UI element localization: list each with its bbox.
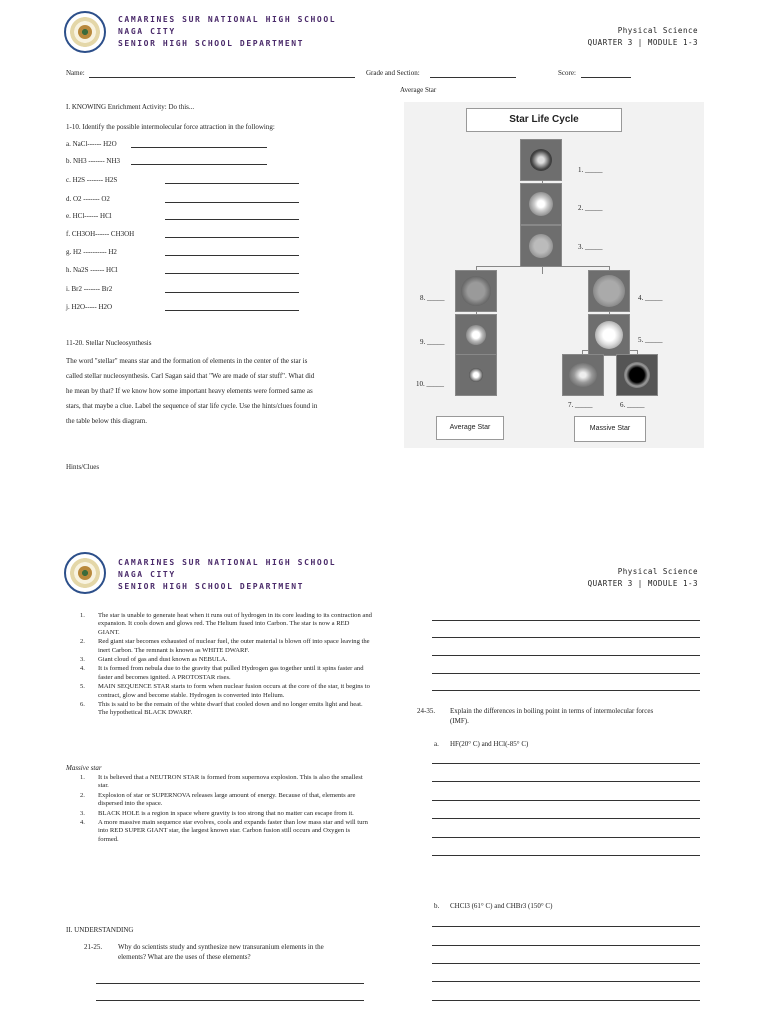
school-city: NAGA CITY xyxy=(118,570,176,579)
clue-text: BLACK HOLE is a region in space where gravity is too strong that no matter can escape from it. xyxy=(98,809,354,817)
imf-item-label: b. NH3 ------- NH3 xyxy=(66,157,121,165)
average-star-clues xyxy=(72,612,372,719)
imf-item-label: c. H2S ------- H2S xyxy=(66,176,118,184)
answer-line[interactable] xyxy=(432,945,700,946)
clue-text: It is formed from nebula due to the gravity that pulled Hydrogen gas together until it spins faster and faster and becomes ignited. A PROTOSTAR rises. xyxy=(98,665,364,681)
clue-item xyxy=(72,819,372,844)
school-name: CAMARINES SUR NATIONAL HIGH SCHOOL xyxy=(118,558,337,567)
score-label: Score: xyxy=(558,69,576,77)
clue-item xyxy=(72,810,372,818)
name-label: Name: xyxy=(66,69,85,77)
clue-number: 1. xyxy=(80,612,85,619)
part1-instruction: 1-10. Identify the possible intermolecular force attraction in the following: xyxy=(66,123,275,131)
qb-letter: b. xyxy=(434,902,440,910)
label-5: 5. _____ xyxy=(638,336,663,344)
quarter: QUARTER 3 | MODULE 1-3 xyxy=(587,579,698,588)
answer-line[interactable] xyxy=(432,690,700,691)
school-dept: SENIOR HIGH SCHOOL DEPARTMENT xyxy=(118,39,305,48)
answer-line[interactable] xyxy=(432,637,700,638)
imf-answer-line[interactable] xyxy=(165,273,299,274)
q24-line: (IMF). xyxy=(450,717,469,725)
q21-line: Why do scientists study and synthesize new transuranium elements in the xyxy=(118,943,324,951)
name-field[interactable] xyxy=(89,77,355,78)
subject: Physical Science xyxy=(617,26,698,35)
hints-label: Hints/Clues xyxy=(66,463,100,471)
clue-item xyxy=(72,638,372,655)
label-2: 2. _____ xyxy=(578,204,603,212)
imf-item-label: d. O2 ------- O2 xyxy=(66,195,110,203)
school-name: CAMARINES SUR NATIONAL HIGH SCHOOL xyxy=(118,15,337,24)
q24-line: Explain the differences in boiling point in terms of intermolecular forces xyxy=(450,707,654,715)
answer-line[interactable] xyxy=(432,1000,700,1001)
stellar-heading: 11-20. Stellar Nucleosynthesis xyxy=(66,339,152,347)
clue-number: 3. xyxy=(80,656,85,664)
diagram-title: Star Life Cycle xyxy=(466,108,622,132)
answer-line[interactable] xyxy=(432,818,700,819)
star-life-cycle-diagram xyxy=(404,102,704,448)
q21-line: elements? What are the uses of these elements? xyxy=(118,953,251,961)
imf-answer-line[interactable] xyxy=(131,147,267,148)
label-10: 10. _____ xyxy=(416,380,444,388)
answer-line[interactable] xyxy=(432,837,700,838)
average-star-box: Average Star xyxy=(436,416,504,440)
protostar-image xyxy=(520,183,562,225)
label-6: 6. _____ xyxy=(620,401,645,409)
answer-line[interactable] xyxy=(432,781,700,782)
q24-number: 24-35. xyxy=(417,707,436,715)
planetary-nebula-image xyxy=(455,314,497,356)
clue-item xyxy=(72,656,372,664)
clue-number: 6. xyxy=(80,701,85,709)
clue-item xyxy=(72,701,372,718)
label-4: 4. _____ xyxy=(638,294,663,302)
school-dept: SENIOR HIGH SCHOOL DEPARTMENT xyxy=(118,582,305,591)
average-star-caption: Average Star xyxy=(400,86,437,94)
answer-line[interactable] xyxy=(432,800,700,801)
stellar-line: The word "stellar" means star and the formation of elements in the center of the star is xyxy=(66,357,308,365)
nebula-image xyxy=(520,139,562,181)
clue-text: It is believed that a NEUTRON STAR is formed from supernova explosion. This is also the smallest star. xyxy=(98,774,363,790)
qa-text: HF(20° C) and HCl(-85° C) xyxy=(450,740,529,748)
clue-number: 4. xyxy=(80,665,85,673)
answer-line[interactable] xyxy=(432,673,700,674)
school-seal xyxy=(64,552,106,594)
school-seal xyxy=(64,11,106,53)
neutron-star-image xyxy=(562,354,604,396)
imf-answer-line[interactable] xyxy=(165,292,299,293)
answer-line[interactable] xyxy=(432,855,700,856)
answer-line[interactable] xyxy=(432,763,700,764)
stellar-paragraph xyxy=(66,354,366,429)
imf-answer-line[interactable] xyxy=(165,219,299,220)
massive-star-clues xyxy=(72,774,372,845)
clue-text: Explosion of star or SUPERNOVA releases large amount of energy. Because of that, elements are dispersed into the space. xyxy=(98,791,356,808)
clue-number: 5. xyxy=(80,683,85,691)
clue-item xyxy=(72,612,372,637)
clue-text: Giant cloud of gas and dust known as NEBULA. xyxy=(98,656,228,664)
stellar-line: stars, that maybe a clue. Label the sequence of star life cycle. Use the hints/clues found in xyxy=(66,402,318,410)
imf-answer-line[interactable] xyxy=(165,255,299,256)
grade-label: Grade and Section: xyxy=(366,69,420,77)
part1-heading: I. KNOWING Enrichment Activity: Do this... xyxy=(66,103,195,111)
supernova-image xyxy=(588,314,630,356)
imf-item-label: a. NaCl------ H2O xyxy=(66,140,117,148)
main-sequence-image xyxy=(520,225,562,267)
q21-number: 21-25. xyxy=(84,943,103,951)
black-hole-image xyxy=(616,354,658,396)
red-supergiant-image xyxy=(588,270,630,312)
q24-text xyxy=(450,706,653,726)
answer-line[interactable] xyxy=(432,963,700,964)
grade-field[interactable] xyxy=(430,77,516,78)
answer-line[interactable] xyxy=(432,981,700,982)
clue-item xyxy=(72,774,372,791)
qa-letter: a. xyxy=(434,740,439,748)
clue-item xyxy=(72,665,372,682)
imf-answer-line[interactable] xyxy=(165,183,299,184)
imf-answer-line[interactable] xyxy=(131,164,267,165)
imf-item-label: i. Br2 ------- Br2 xyxy=(66,285,113,293)
imf-answer-line[interactable] xyxy=(165,202,299,203)
clue-item xyxy=(72,683,372,700)
answer-line[interactable] xyxy=(432,926,700,927)
school-city: NAGA CITY xyxy=(118,27,176,36)
clue-text: MAIN SEQUENCE STAR starts to form when nuclear fusion occurs at the core of the star, it begins to contract, glow and become stable. Hydrogen is converted into Helium. xyxy=(98,683,370,699)
score-field[interactable] xyxy=(581,77,631,78)
q21-text xyxy=(118,942,324,962)
answer-line[interactable] xyxy=(96,1000,364,1001)
stellar-line: the table below this diagram. xyxy=(66,417,148,425)
clue-item xyxy=(72,792,372,809)
label-8: 8. _____ xyxy=(420,294,445,302)
quarter: QUARTER 3 | MODULE 1-3 xyxy=(587,38,698,47)
white-dwarf-image xyxy=(455,354,497,396)
massive-star-box: Massive Star xyxy=(574,416,646,442)
stellar-line: called stellar nucleosynthesis. Carl Sagan said that "We are made of star stuff". What did xyxy=(66,372,315,380)
label-3: 3. _____ xyxy=(578,243,603,251)
clue-number: 4. xyxy=(80,819,85,827)
clue-number: 2. xyxy=(80,638,85,646)
clue-text: This is said to be the remain of the white dwarf that cooled down and no longer emits light and heat. The hypothetical BLACK DWARF. xyxy=(98,701,363,717)
imf-item-label: f. CH3OH------ CH3OH xyxy=(66,230,135,238)
clue-number: 3. xyxy=(80,809,85,817)
clue-text: The star is unable to generate heat when it runs out of hydrogen in its core leading to its contraction and expansion. It cools down and glows red. The Helium fused into Carbon. The star is now a RED GIANT. xyxy=(98,612,372,636)
imf-item-label: e. HCl------ HCl xyxy=(66,212,112,220)
massive-star-heading: Massive star xyxy=(66,764,102,772)
imf-answer-line[interactable] xyxy=(165,310,299,311)
stellar-line: he mean by that? If we know how some important heavy elements were formed same as xyxy=(66,387,313,395)
label-9: 9. _____ xyxy=(420,338,445,346)
answer-line[interactable] xyxy=(96,983,364,984)
clue-text: Red giant star becomes exhausted of nuclear fuel, the outer material is blown off into space leaving the inert Carbon. The remnant is known as WHITE DWARF. xyxy=(98,638,370,654)
label-1: 1. _____ xyxy=(578,166,603,174)
qb-text: CHCl3 (61° C) and CHBr3 (150° C) xyxy=(450,902,553,910)
subject: Physical Science xyxy=(617,567,698,576)
red-giant-image xyxy=(455,270,497,312)
imf-answer-line[interactable] xyxy=(165,237,299,238)
clue-number: 1. xyxy=(80,774,85,781)
answer-line[interactable] xyxy=(432,620,700,621)
imf-item-label: j. H2O----- H2O xyxy=(66,303,113,311)
label-7: 7. _____ xyxy=(568,401,593,409)
answer-line[interactable] xyxy=(432,655,700,656)
clue-text: A more massive main sequence star evolves, cools and expands faster than low mass star and will turn into RED SUPER GIANT star, the largest known star. Carbon fusion still occurs and Oxygen is formed. xyxy=(98,819,368,843)
imf-item-label: g. H2 ---------- H2 xyxy=(66,248,117,256)
imf-item-label: h. Na2S ------ HCl xyxy=(66,266,118,274)
clue-number: 2. xyxy=(80,791,85,799)
understanding-heading: II. UNDERSTANDING xyxy=(66,926,134,934)
